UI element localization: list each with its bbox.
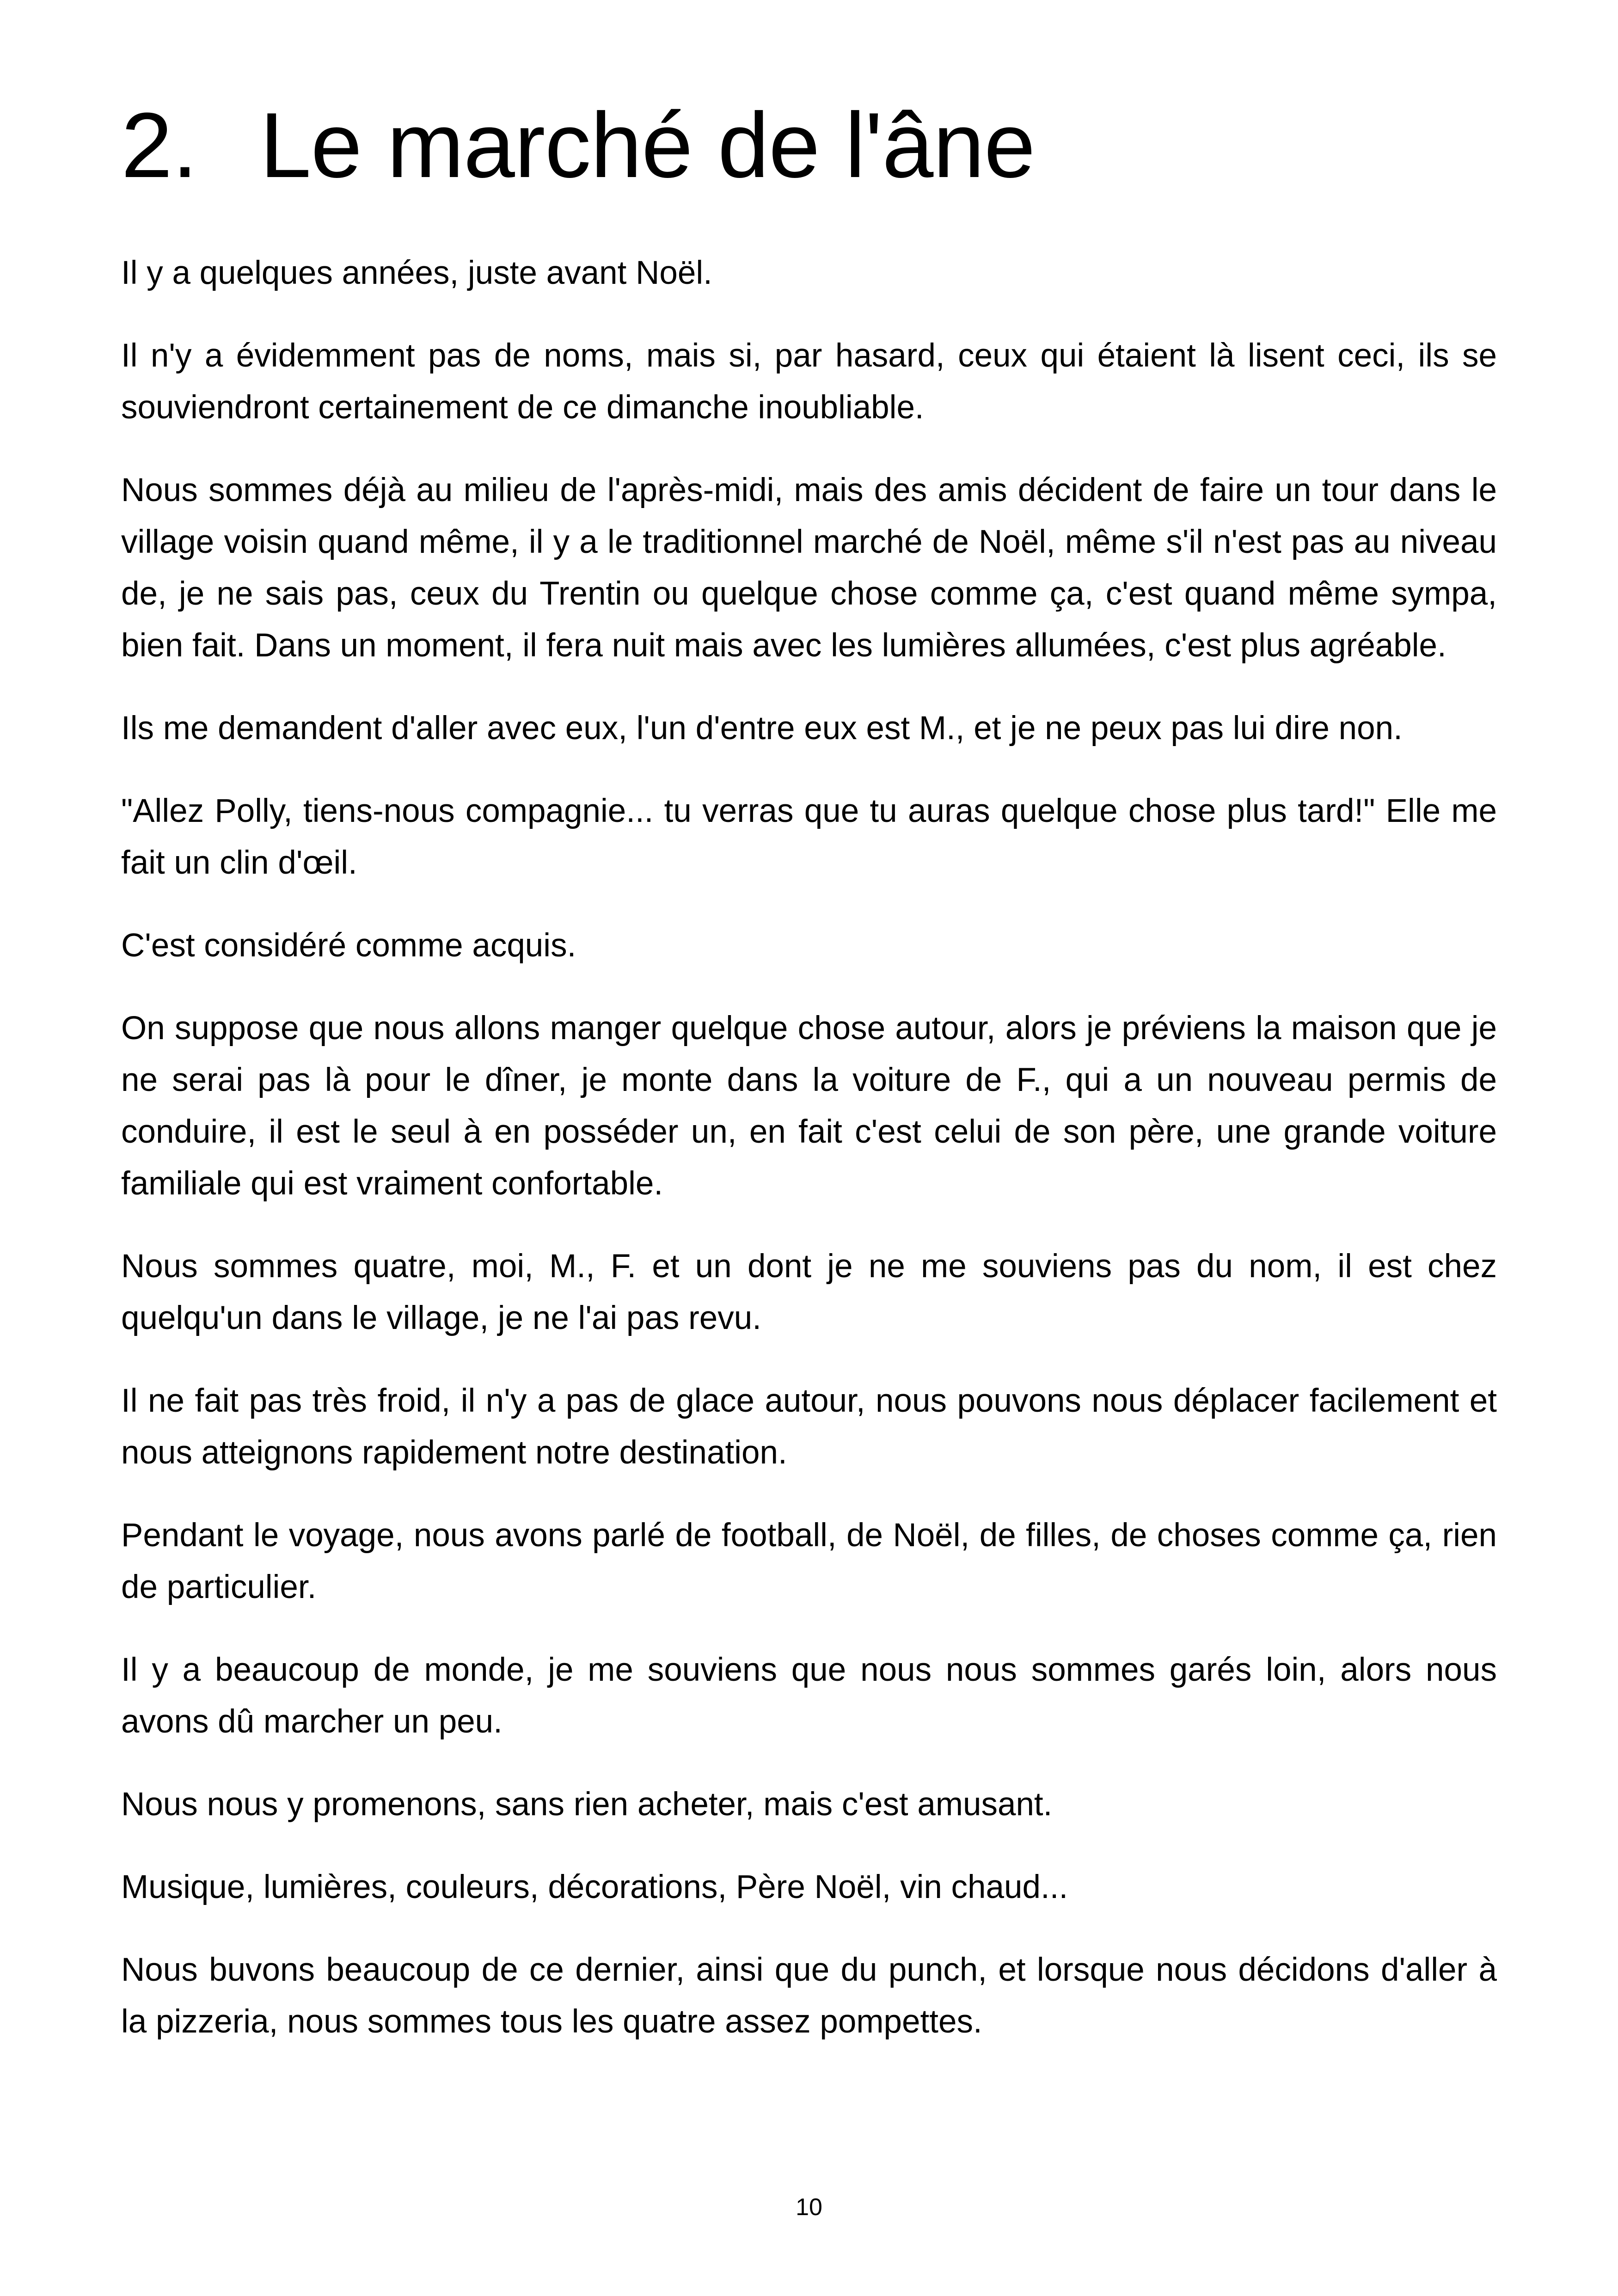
paragraph: Il y a quelques années, juste avant Noël. bbox=[121, 255, 712, 291]
chapter-heading bbox=[121, 92, 1035, 199]
page-number: 10 bbox=[796, 2194, 822, 2221]
paragraph: Nous nous y promenons, sans rien acheter, mais c'est amusant. bbox=[121, 1786, 1053, 1823]
paragraph: Musique, lumières, couleurs, décorations, Père Noël, vin chaud... bbox=[121, 1869, 1068, 1905]
paragraph: Il ne fait pas très froid, il n'y a pas de glace autour, nous pouvons nous déplacer facilement et nous atteignons rapidement notre destination. bbox=[121, 1383, 1497, 1471]
paragraph: C'est considéré comme acquis. bbox=[121, 927, 576, 964]
paragraph: Nous sommes déjà au milieu de l'après-midi, mais des amis décident de faire un tour dans le village voisin quand même, il y a le traditionnel marché de Noël, même s'il n'est pas au niveau de, je ne sais pas, ceux du Trentin ou quelque chose comme ça, c'est quand même sympa, bien fait. Dans un moment, il fera nuit mais avec les lumières allumées, c'est plus agréable. bbox=[121, 472, 1497, 664]
paragraph: Nous buvons beaucoup de ce dernier, ainsi que du punch, et lorsque nous décidons d'aller à la pizzeria, nous sommes tous les quatre assez pompettes. bbox=[121, 1952, 1497, 2040]
paragraph: Ils me demandent d'aller avec eux, l'un d'entre eux est M., et je ne peux pas lui dire non. bbox=[121, 710, 1403, 747]
body-text bbox=[121, 247, 1497, 2079]
paragraph: On suppose que nous allons manger quelque chose autour, alors je préviens la maison que je ne serai pas là pour le dîner, je monte dans la voiture de F., qui a un nouveau permis de conduire, il est le seul à en posséder un, en fait c'est celui de son père, une grande voiture familiale qui est vraiment confortable. bbox=[121, 1010, 1497, 1202]
paragraph: Pendant le voyage, nous avons parlé de football, de Noël, de filles, de choses comme ça, rien de particulier. bbox=[121, 1517, 1497, 1605]
paragraph: Il y a beaucoup de monde, je me souviens que nous nous sommes garés loin, alors nous avons dû marcher un peu. bbox=[121, 1652, 1497, 1740]
chapter-number: 2. bbox=[121, 94, 197, 197]
paragraph: Il n'y a évidemment pas de noms, mais si, par hasard, ceux qui étaient là lisent ceci, ils se souviendront certainement de ce dimanche inoubliable. bbox=[121, 337, 1497, 426]
chapter-title: Le marché de l'âne bbox=[260, 94, 1035, 197]
paragraph: "Allez Polly, tiens-nous compagnie... tu verras que tu auras quelque chose plus tard!" Elle me fait un clin d'œil. bbox=[121, 793, 1497, 881]
paragraph: Nous sommes quatre, moi, M., F. et un dont je ne me souviens pas du nom, il est chez quelqu'un dans le village, je ne l'ai pas revu. bbox=[121, 1248, 1497, 1336]
